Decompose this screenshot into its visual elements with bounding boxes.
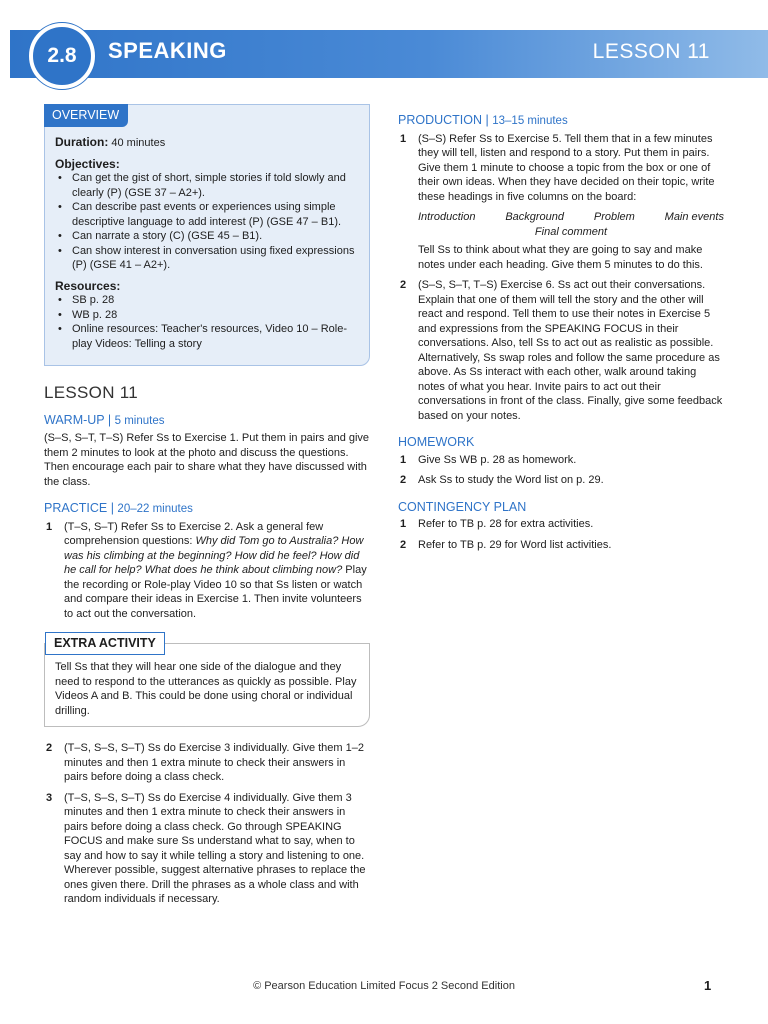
extra-activity-tab: EXTRA ACTIVITY (45, 632, 165, 655)
step-number: 1 (46, 520, 53, 533)
story-heading: Main events (664, 211, 724, 223)
warmup-text: (S–S, S–T, T–S) Refer Ss to Exercise 1. Put them in pairs and give them 2 minutes to look at the photo and discuss the questions. Then encourage each pair to share what they have discussed with the class. (44, 432, 370, 488)
practice-step-1 (44, 520, 370, 622)
step-text: Tell Ss to think about what they are going to say and make notes under each heading. Give them 5 minutes to do this. (418, 244, 703, 271)
contingency-item (398, 538, 724, 553)
step-number: 2 (400, 538, 407, 551)
resource-item: • Online resources: Teacher's resources, Video 10 – Role-play Videos: Telling a story (55, 322, 359, 351)
step-rest: Play the recording or Role-play Video 10 so that Ss listen or watch and compare their ideas in Exercise 1. Then invite volunteers to act out the conversation. (64, 564, 367, 620)
duration-label: Duration: (55, 135, 109, 149)
footer-text: © Pearson Education Limited Focus 2 Second Edition (253, 980, 515, 992)
unit-badge (29, 23, 95, 89)
overview-tab: OVERVIEW (44, 104, 128, 127)
story-heading: Background (505, 211, 565, 223)
practice-step-2 (44, 741, 370, 785)
extra-activity-box (44, 636, 370, 727)
right-column (398, 113, 724, 558)
production-heading: PRODUCTION | 13–15 minutes (398, 113, 568, 127)
step-text: Ask Ss to study the Word list on p. 29. (418, 474, 604, 486)
lesson-heading: LESSON 11 (44, 383, 139, 402)
story-heading: Problem (593, 211, 635, 223)
warmup-duration: 5 minutes (114, 414, 165, 427)
step-text: Refer to TB p. 28 for extra activities. (418, 518, 594, 530)
extra-activity-text: Tell Ss that they will hear one side of the dialogue and they need to respond to the utterances as quickly as possible. Play Videos A and B. This could be done using choral or individual drilling. (55, 661, 357, 717)
duration-value: 40 minutes (111, 137, 166, 149)
resource-item: • WB p. 28 (55, 308, 359, 323)
production-step-2 (398, 278, 724, 423)
homework-heading: HOMEWORK (398, 435, 475, 449)
practice-duration: 20–22 minutes (117, 503, 193, 515)
production-duration: 13–15 minutes (492, 115, 568, 127)
homework-item (398, 453, 724, 468)
production-step-1 (398, 132, 724, 205)
step-number: 2 (46, 742, 53, 754)
step-text: Give Ss WB p. 28 as homework. (418, 453, 577, 466)
step-questions: Why did Tom go to Australia? How was his climbing at the beginning? How did he feel? How did he call for help? What does he think about climbing now? (64, 535, 364, 576)
warmup-heading: WARM-UP | 5 minutes (44, 412, 165, 427)
step-text: (T–S, S–S, S–T) Ss do Exercise 4 individually. Give them 3 minutes and then 1 extra minute to check their answers in pairs before doing a class check. Go through SPEAKING FOCUS and make sure Ss understand what to say, when to say and how to say it while telling a story and listening to one. Wherever possible, suggest alternative phrases to replace the ones given there. Drill the phrases as a whole class and with random individuals if necessary. (64, 791, 366, 905)
resources-list (55, 293, 359, 351)
lesson-title: LESSON 11 (592, 40, 710, 63)
step-number: 1 (400, 518, 407, 530)
homework-item (398, 473, 724, 488)
story-heading-final: Final comment (534, 225, 608, 238)
story-heading: Introduction (418, 211, 476, 223)
objective-item: • Can show interest in conversation using fixed expressions (P) (GSE 41 – A2+). (55, 244, 359, 273)
step-text: (S–S, S–T, T–S) Exercise 6. Ss act out their conversations. Explain that one of them will tell the story and the other will react and respond. Tell them to use their notes in Exercise 5 and expressions from the SPEAKING FOCUS in their conversations. Also, tell Ss to act out as realistic as possible. Alternatively, Ss swap roles and follow the same procedure as above. As Ss interact with each other, walk around taking notes of what you hear. Invite pairs to act out their conversations in front of the class. Finally, give some feedback based on your notes. (418, 279, 723, 422)
unit-number: 2.8 (47, 44, 77, 67)
objective-item: • Can narrate a story (C) (GSE 45 – B1). (55, 229, 359, 244)
warmup-title: WARM-UP (44, 412, 105, 427)
practice-step-3 (44, 791, 370, 907)
overview-box (44, 104, 370, 366)
objective-item: • Can describe past events or experiences using simple descriptive language to add interest (P) (GSE 47 – B1). (55, 200, 359, 229)
resources-label: Resources: (55, 278, 121, 293)
contingency-heading: CONTINGENCY PLAN (398, 499, 527, 514)
section-title: SPEAKING (108, 38, 227, 63)
resource-item: • SB p. 28 (55, 293, 359, 308)
step-text: (T–S, S–S, S–T) Ss do Exercise 3 individually. Give them 1–2 minutes and then 1 extra minute to check their answers in pairs before doing a class check. (64, 742, 364, 783)
step-intro: (T–S, S–T) Refer Ss to Exercise 2. Ask a general few comprehension questions: (64, 520, 324, 547)
step-number: 1 (400, 453, 407, 466)
left-column (44, 104, 370, 913)
production-step-1-after (398, 243, 724, 272)
practice-title: PRACTICE (44, 501, 108, 515)
step-text: (S–S) Refer Ss to Exercise 5. Tell them that in a few minutes they will tell, listen and respond to a story. Put them in pairs. Give them 1 minute to choose a topic from the box or one of their own ideas. When they have decided on their topic, write these headings in five columns on the board: (418, 132, 715, 203)
step-number: 3 (46, 791, 53, 804)
step-text: Refer to TB p. 29 for Word list activities. (418, 538, 612, 551)
page-number: 1 (704, 978, 712, 993)
objectives-label: Objectives: (55, 156, 120, 171)
practice-heading: PRACTICE | 20–22 minutes (44, 501, 193, 515)
contingency-item (398, 517, 724, 532)
objective-item: • Can get the gist of short, simple stories if told slowly and clearly (P) (GSE 37 – A2+). (55, 171, 359, 200)
objectives-list (55, 171, 359, 273)
step-number: 1 (400, 132, 407, 145)
duration-line (55, 135, 359, 151)
production-title: PRODUCTION (398, 113, 483, 127)
story-headings-row (398, 210, 724, 225)
step-number: 2 (400, 279, 407, 291)
step-number: 2 (400, 474, 407, 486)
